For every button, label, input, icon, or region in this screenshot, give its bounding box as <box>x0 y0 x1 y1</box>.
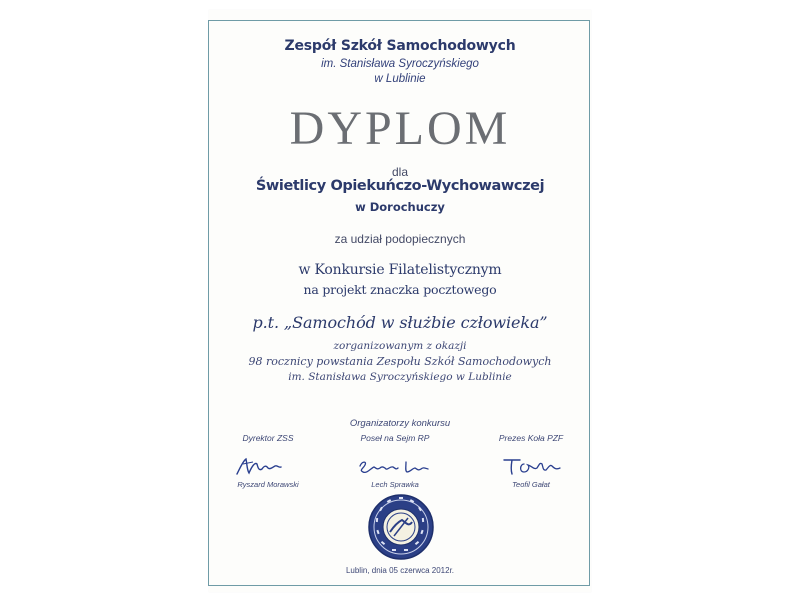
signatory-role: Prezes Koła PZF <box>498 433 564 443</box>
signatory-name: Ryszard Morawski <box>237 480 299 489</box>
occasion-line-1: zorganizowanym z okazji <box>333 340 467 352</box>
occasion-line-2: 98 rocznicy powstania Zespołu Szkół Samochodowych <box>248 355 552 368</box>
school-city: w Lublinie <box>374 73 426 85</box>
signatory-role: Poseł na Sejm RP <box>360 433 430 443</box>
award-reason: za udział podopiecznych <box>334 232 466 246</box>
signatory-name: Teofil Gałat <box>512 480 550 489</box>
contest-subject: na projekt znaczka pocztowego <box>303 282 497 297</box>
diploma-title: DYPLOM <box>289 102 511 155</box>
signature-sprawka-icon <box>340 452 450 480</box>
contest-motto: p.t. „Samochód w służbie człowieka” <box>252 313 548 332</box>
signatory-role: Dyrektor ZSS <box>242 433 294 443</box>
school-name: Zespół Szkół Samochodowych <box>284 38 516 54</box>
signatory-name: Lech Sprawka <box>371 480 419 489</box>
signature-galat-icon <box>476 452 586 480</box>
contest-name: w Konkursie Filatelistycznym <box>298 262 502 278</box>
for-word: dla <box>391 165 408 179</box>
occasion-line-3: im. Stanisława Syroczyńskiego w Lublinie <box>288 371 512 383</box>
place-and-date: Lublin, dnia 05 czerwca 2012r. <box>345 566 455 575</box>
school-patron: im. Stanisława Syroczyńskiego <box>321 58 479 70</box>
organizers-label: Organizatorzy konkursu <box>349 418 451 429</box>
signature-morawski-icon <box>213 452 323 480</box>
recipient-place: w Dorochuczy <box>355 200 445 214</box>
school-seal-icon <box>366 492 436 562</box>
recipient-name: Świetlicy Opiekuńczo-Wychowawczej <box>255 178 545 194</box>
